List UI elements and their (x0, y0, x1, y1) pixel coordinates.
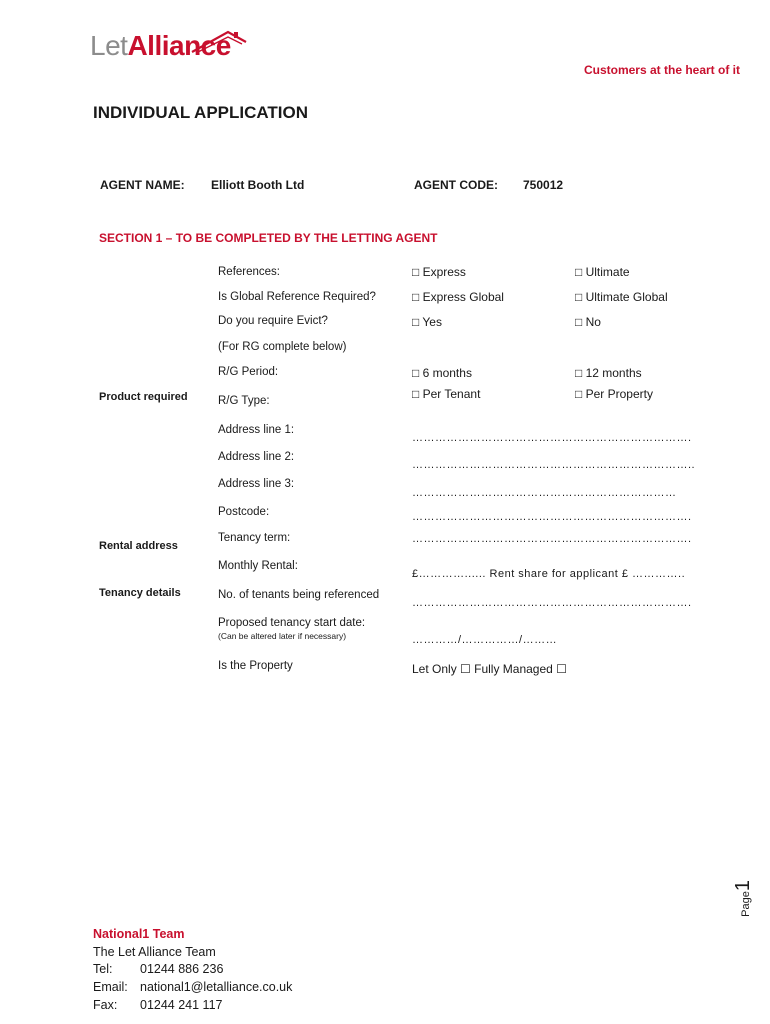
team-heading: National1 Team (93, 927, 185, 941)
ultimate-global-checkbox[interactable]: □ Ultimate Global (575, 290, 668, 304)
address-line-3-label: Address line 3: (218, 478, 295, 490)
agent-code-value: 750012 (523, 178, 564, 192)
references-express-checkbox[interactable]: □ Express (412, 265, 466, 279)
section-1-heading: SECTION 1 – TO BE COMPLETED BY THE LETTING AGENT (99, 231, 438, 245)
page-label: Page (740, 891, 752, 917)
global-reference-question: Is Global Reference Required? (218, 291, 376, 303)
references-question: References: (218, 266, 281, 278)
address-line-2-field[interactable]: ……………………………………………………………….. (412, 459, 696, 471)
evict-question: Do you require Evict? (218, 315, 328, 327)
tenants-referenced-field[interactable]: ………………………………………………………………. (412, 597, 692, 609)
address-line-1-label: Address line 1: (218, 424, 295, 436)
postcode-label: Postcode: (218, 506, 270, 518)
address-line-2-label: Address line 2: (218, 451, 295, 463)
fax-label: Fax: (93, 998, 118, 1012)
page-title: INDIVIDUAL APPLICATION (93, 103, 309, 122)
page-number-value: 1 (732, 880, 754, 892)
tel-label: Tel: (93, 962, 113, 976)
tenancy-term-field[interactable]: ………………………………………………………………. (412, 533, 692, 545)
tagline: Customers at the heart of it (583, 63, 740, 77)
rg-type-question: R/G Type: (218, 395, 270, 407)
agent-name-label: AGENT NAME: (100, 178, 185, 192)
monthly-rental-label: Monthly Rental: (218, 560, 298, 572)
evict-yes-checkbox[interactable]: □ Yes (412, 315, 442, 329)
tenancy-term-label: Tenancy term: (218, 532, 291, 544)
rg-period-question: R/G Period: (218, 366, 279, 378)
rg-6-months-checkbox[interactable]: □ 6 months (412, 366, 472, 380)
address-line-3-field[interactable]: …………………………………………………………… (412, 487, 677, 499)
evict-no-checkbox[interactable]: □ No (575, 315, 601, 329)
fax-value: 01244 241 117 (140, 998, 223, 1012)
start-date-field[interactable]: …………/……………/……… (412, 634, 558, 646)
page-number (732, 880, 755, 917)
express-global-checkbox[interactable]: □ Express Global (412, 290, 504, 304)
team-name: The Let Alliance Team (93, 945, 216, 959)
tenants-referenced-label: No. of tenants being referenced (218, 589, 380, 601)
references-ultimate-checkbox[interactable]: □ Ultimate (575, 265, 630, 279)
tenancy-details-label: Tenancy details (99, 587, 181, 599)
agent-name-value: Elliott Booth Ltd (211, 178, 305, 192)
rg-12-months-checkbox[interactable]: □ 12 months (575, 366, 642, 380)
agent-code-label: AGENT CODE: (414, 178, 498, 192)
property-question: Is the Property (218, 660, 293, 672)
team-fax (93, 998, 223, 1012)
team-tel (93, 962, 223, 976)
rg-note: (For RG complete below) (218, 341, 347, 353)
team-email (93, 980, 292, 994)
property-management-options[interactable]: Let Only ☐ Fully Managed ☐ (412, 662, 567, 676)
monthly-rental-field[interactable]: £…………...... Rent share for applicant £ ………….. (412, 568, 686, 580)
email-value[interactable]: national1@letalliance.co.uk (140, 980, 293, 994)
start-date-note: (Can be altered later if necessary) (218, 631, 347, 641)
email-label: Email: (93, 980, 128, 994)
logo-alliance-text: Alliance (127, 30, 231, 61)
rg-per-property-checkbox[interactable]: □ Per Property (575, 387, 653, 401)
rental-address-label: Rental address (99, 540, 178, 552)
postcode-field[interactable]: ………………………………………………………………. (412, 511, 692, 523)
product-required-label: Product required (99, 391, 188, 403)
start-date-label: Proposed tenancy start date: (218, 617, 366, 629)
house-roof-icon (190, 28, 250, 54)
rg-per-tenant-checkbox[interactable]: □ Per Tenant (412, 387, 481, 401)
address-line-1-field[interactable]: ………………………………………………………………. (412, 432, 692, 444)
tel-value: 01244 886 236 (140, 962, 224, 976)
logo-let-text: Let (90, 30, 128, 61)
